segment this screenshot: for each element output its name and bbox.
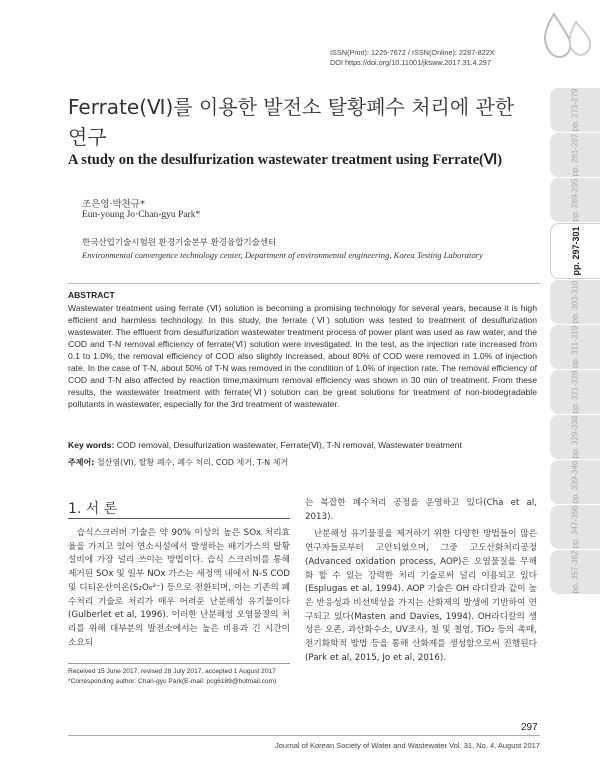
footnotes xyxy=(68,667,308,687)
left-column xyxy=(68,527,290,650)
tab-pp-289-295[interactable] xyxy=(550,178,600,222)
affiliation-korean: 한국산업기술시험원 환경기술본부 환경융합기술센터 xyxy=(82,238,277,248)
title-korean: Ferrate(Ⅵ)를 이용한 발전소 탈황폐수 처리에 관한 연구 xyxy=(68,95,515,149)
keywords-text: COD removal, Desulfurization wastewater, Ferrate(Ⅵ), T-N removal, Wastewater treatment xyxy=(116,440,462,450)
footnote-divider xyxy=(68,663,290,664)
tab-label: pp. 339-346 xyxy=(570,460,580,504)
tab-pp-303-310[interactable] xyxy=(550,280,600,324)
section-title-introduction: 1. 서 론 xyxy=(68,501,118,517)
keywords-korean-label: 주제어: xyxy=(68,458,95,467)
tab-pp-347-356[interactable] xyxy=(550,505,600,549)
divider xyxy=(68,283,540,284)
tab-pp-329-338[interactable] xyxy=(550,415,600,459)
intro-paragraph-1-continued: 는 복잡한 폐수처리 공정을 운영하고 있다(Cha et al, 2013). xyxy=(305,498,537,522)
authors-korean: 조은영·박찬규* xyxy=(82,199,145,210)
issn-doi-block xyxy=(330,48,525,68)
doi-line: DOI https://doi.org/10.11001/jksww.2017.31.4.297 xyxy=(330,58,491,67)
keywords-korean-line xyxy=(68,457,538,468)
tab-label: pp. 281-287 xyxy=(570,133,580,177)
tab-pp-311-319[interactable] xyxy=(550,325,600,369)
tab-pp-357-362[interactable] xyxy=(550,550,600,594)
issn-line: ISSN(Print): 1225-7672 / ISSN(Online): 2287-822X xyxy=(330,48,495,57)
keywords-korean-text: 철산염(Ⅵ), 탈황 폐수, 폐수 처리, COD 제거, T-N 제거 xyxy=(96,458,289,467)
tab-label: pp. 311-319 xyxy=(570,325,580,369)
footnote-received: Received 15 June 2017, revised 28 July 2017, accepted 1 August 2017 xyxy=(68,668,276,675)
tab-pp-281-287[interactable] xyxy=(550,133,600,177)
keywords-label: Key words: xyxy=(68,440,115,450)
page-number: 297 xyxy=(521,722,538,733)
keywords-line xyxy=(68,440,538,451)
abstract-text: Wastewater treatment using ferrate (Ⅵ) solution is becoming a promising technology for several years, because it is high efficient and harmless technology. In this study, the ferrate (Ⅵ) solution was tested to treatment of desulfurization wastewater. The effluent from desulfurization wastewater treatment process of power plant was used as raw water, and the COD and T-N removal efficiency of ferrate(Ⅵ) solution were investigated. In the test, as the injection rate increased from 0.1 to 1.0%, the removal efficiency of COD also slightly increased, about 80% of COD were removed in 1.0% of injection rate. In the case of T-N, about 50% of T-N was removed in the condition of 1.0% of injection rate. The removal efficiency of COD and T-N also affected by reaction time,maximum removal efficiency was shown in 30 min of treatment. From these results, the wastewater treatment with ferrate(Ⅵ) solution can be great solutions for treatment of non-biodegradable pollutants in wastewater, especially for the 3rd treatment of wastewater. xyxy=(68,303,537,409)
affiliation-english: Environmental convergence technology center, Department of environmental engineering, Korea Testing Laboratory xyxy=(82,250,483,260)
page-range-tabs xyxy=(550,88,600,595)
tab-pp-321-328[interactable] xyxy=(550,370,600,414)
abstract-heading: ABSTRACT xyxy=(68,290,115,300)
right-column xyxy=(305,497,537,665)
intro-paragraph-1: 습식스크러버 기술은 약 90% 이상의 높은 SOx 처리효율을 가지고 있어 연소시설에서 발생하는 배기가스의 탈황설비에 가장 널리 쓰이는 방법이다. 습식 스크러버를 통해 제거된 SOx 및 일부 NOx 가스는 세정액 내에서 N-S COD 및 디티온산이온(S₂O₆²⁻) 등으로 전환되며, 이는 기존의 폐수처리 기술로 처리가 매우 어려운 난분해성 유기물이다(Gulberlet et al, 1996). 이러한 난분해성 오염물질의 처리를 위해 대부분의 발전소에서는 높은 비용과 긴 시간이 소요되 xyxy=(68,528,290,648)
tab-label: pp. 357-362 xyxy=(570,550,580,594)
tab-pp-297-301-active[interactable] xyxy=(550,223,600,279)
tab-label: pp. 303-310 xyxy=(570,280,580,324)
tab-label: pp. 329-338 xyxy=(570,415,580,459)
tab-label: pp. 321-328 xyxy=(570,370,580,414)
title-english: A study on the desulfurization wastewater treatment using Ferrate(Ⅵ) xyxy=(68,152,503,168)
tab-pp-273-279[interactable] xyxy=(550,88,600,132)
tab-label: pp. 347-356 xyxy=(570,505,580,549)
tab-pp-339-346[interactable] xyxy=(550,460,600,504)
footer-divider xyxy=(68,735,540,736)
tab-label: pp. 297-301 xyxy=(570,226,581,276)
tab-label: pp. 289-295 xyxy=(570,178,580,222)
section-underline xyxy=(68,518,290,519)
footnote-corresponding-author: *Corresponding author: Chan-gyu Park(E-mail: pcg6189@hotmail.com) xyxy=(68,678,277,685)
intro-paragraph-2: 난분해성 유기물질을 제거하기 위한 다양한 방법들이 많은 연구자들로부터 고안되었으며, 그중 고도산화처리공정(Advanced oxidation process, AOP)은 오염물질을 무해화 할 수 있는 강력한 처리 기술로써 널리 이용되고 있다(Esplugas et al, 1994). AOP 기술은 OH 라디칼과 같이 높은 반응성과 비선택성을 가지는 산화제의 발생에 기반하여 연구되고 있다(Masten and Davies, 1994). OH라디칼의 생성은 오존, 과산화수소, UV조사, 철 및 철염, TiO₂ 등의 촉매, 전기화학적 방법 등을 통해 산화제를 생성함으로써 진행된다(Park et al, 2015, Jo et al, 2016). xyxy=(305,529,537,663)
authors-english: Eun-young Jo·Chan-gyu Park* xyxy=(82,210,201,220)
journal-logo-icon xyxy=(540,8,592,68)
journal-footer: Journal of Korean Society of Water and Wastewater Vol. 31, No. 4, August 2017 xyxy=(274,741,540,750)
tab-label: pp. 273-279 xyxy=(570,88,580,132)
